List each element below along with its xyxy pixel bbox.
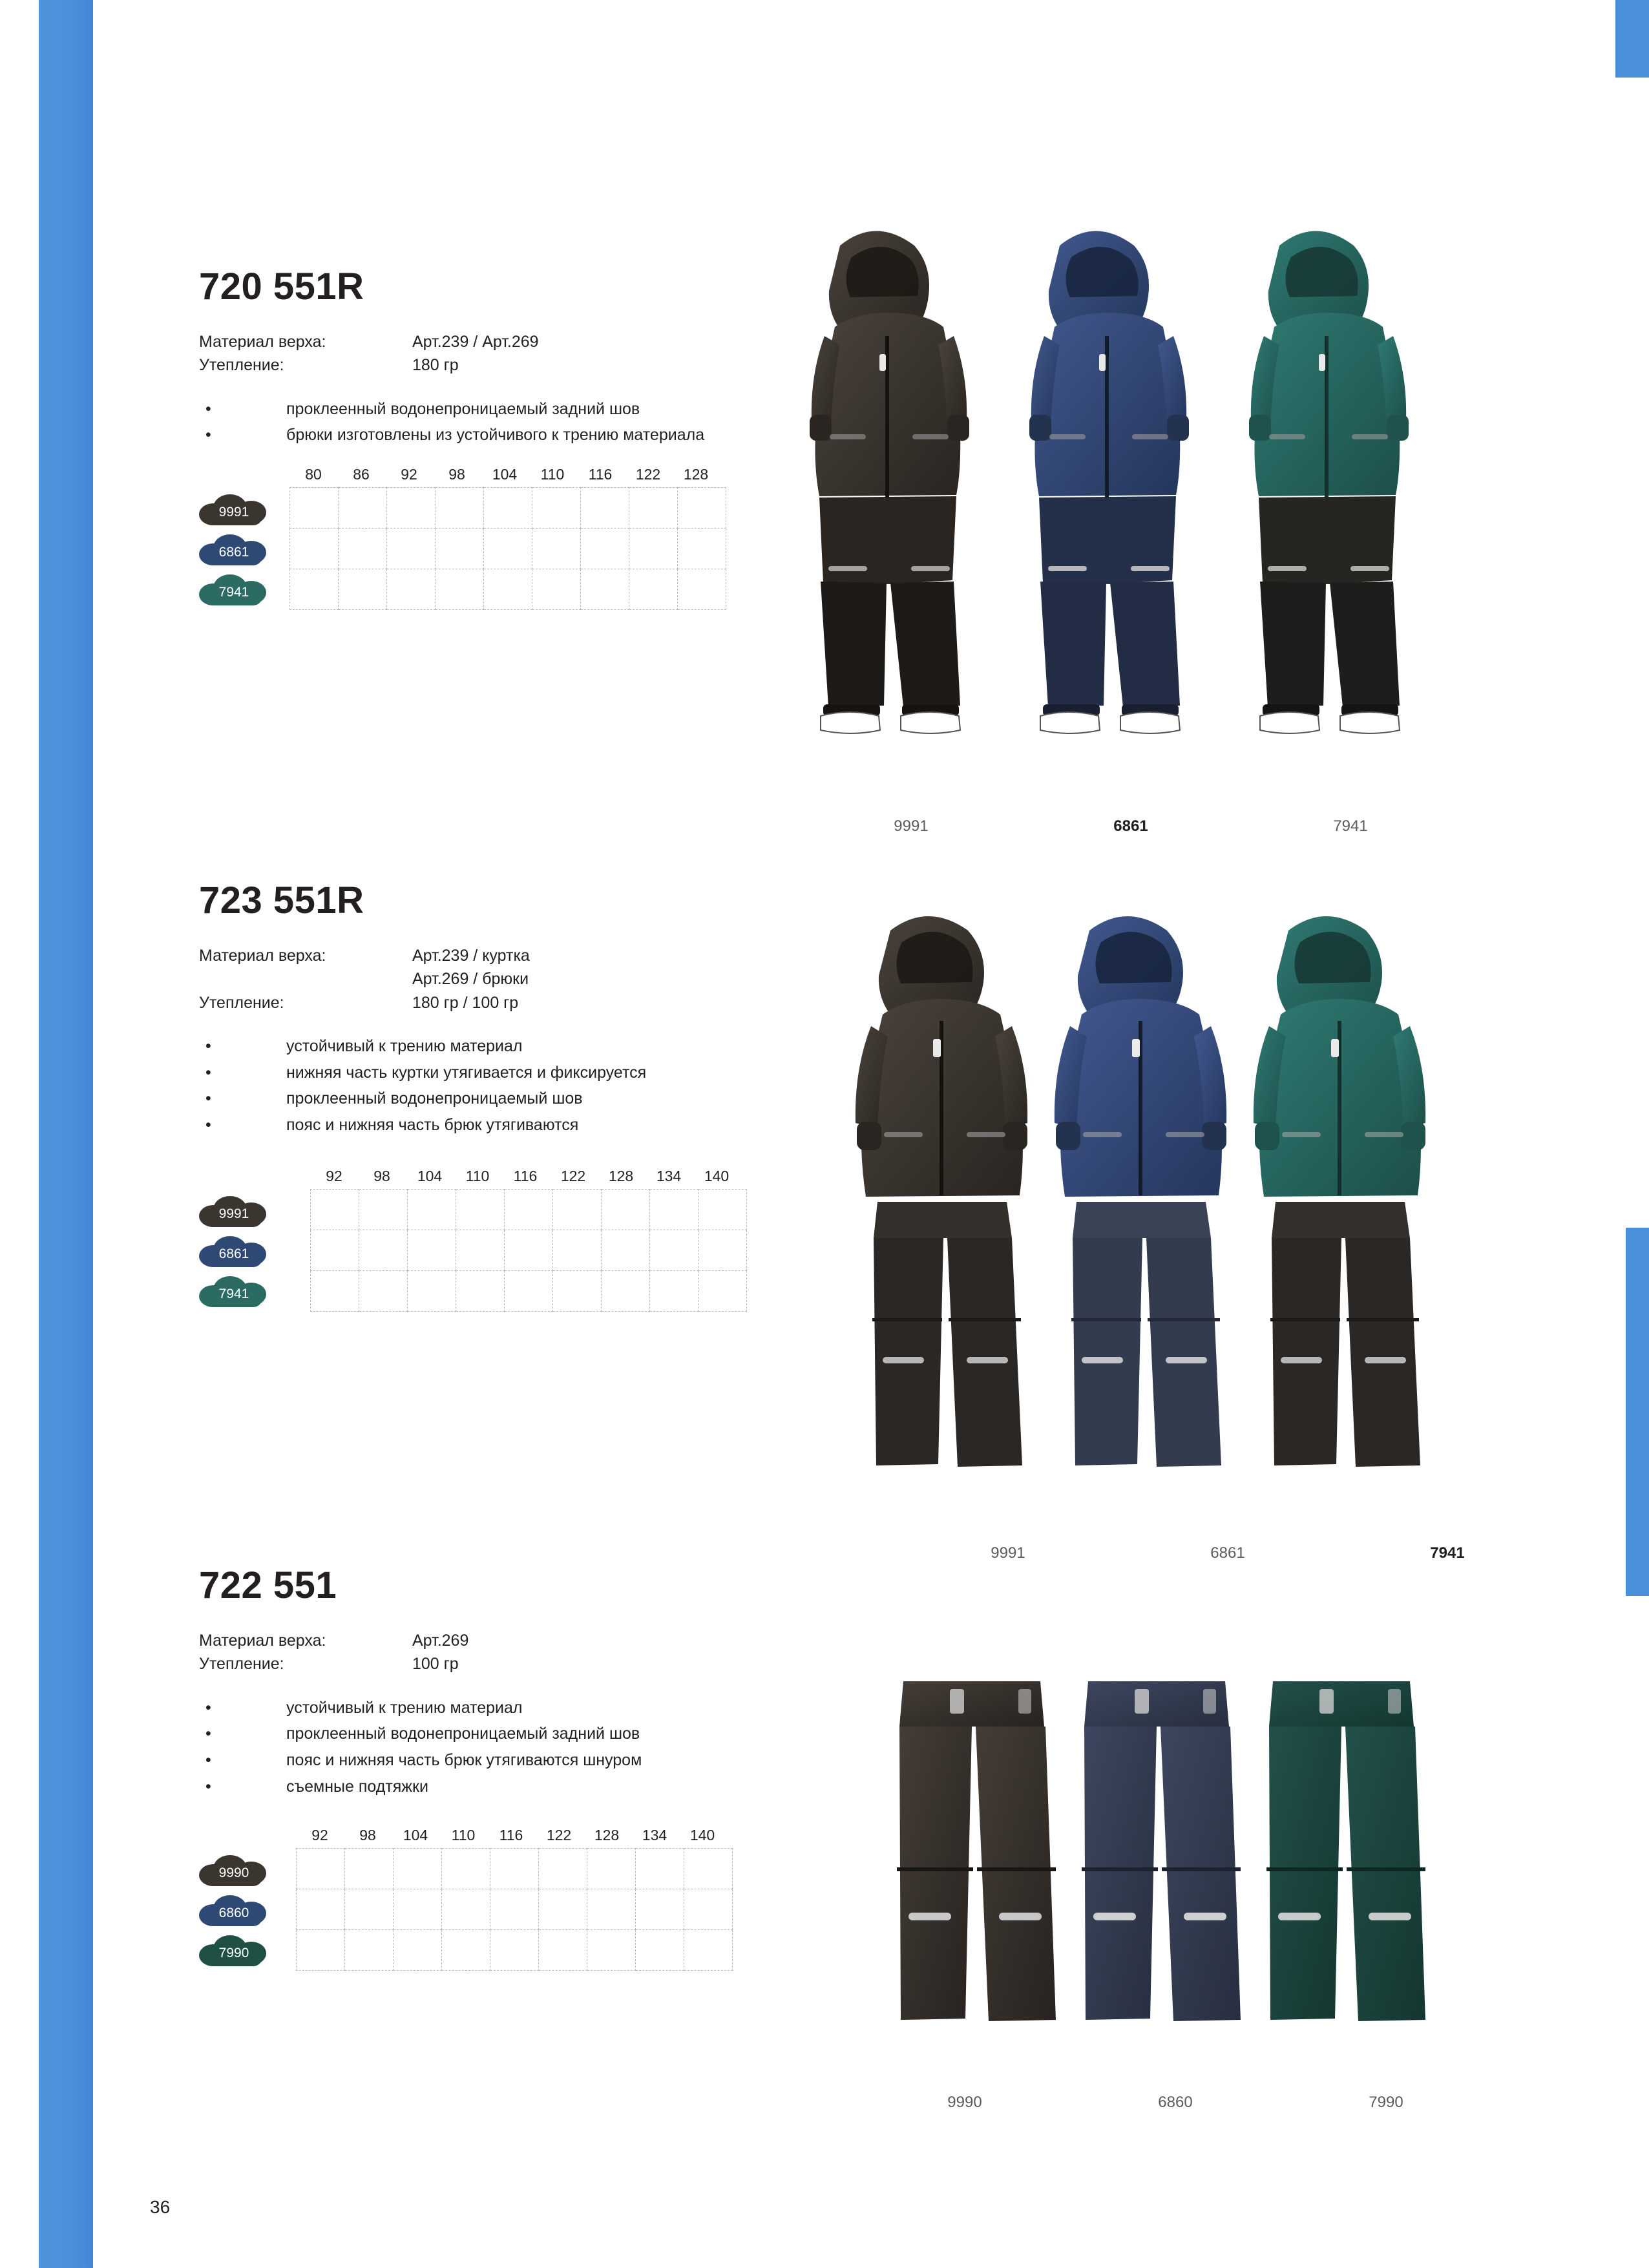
spec-label-empty xyxy=(199,967,412,991)
grid-cell[interactable] xyxy=(484,529,532,569)
color-swatch xyxy=(199,570,289,610)
figure-color-label: 9991 xyxy=(991,1544,1025,1562)
garment-set-9991 xyxy=(856,916,1027,1467)
size-header-cell: 98 xyxy=(359,1826,376,1843)
overall-suits-illustration xyxy=(801,207,1570,788)
feature-item xyxy=(199,397,768,422)
grid-cell[interactable] xyxy=(345,1929,394,1970)
color-code: 7941 xyxy=(218,1286,249,1301)
feature-text: проклеенный водонепроницаемый задний шов xyxy=(286,1725,640,1743)
product-block-722-551 xyxy=(199,1564,781,1971)
color-code: 7941 xyxy=(218,585,249,600)
product-image-722-551 xyxy=(892,1674,1544,2081)
grid-cell[interactable] xyxy=(532,569,581,610)
spec-value-material-2: Арт.269 / брюки xyxy=(412,970,529,989)
grid-cell[interactable] xyxy=(553,1270,602,1311)
size-header-cell: 122 xyxy=(560,1167,586,1184)
grid-cell[interactable] xyxy=(484,569,532,610)
cloud-swatch-icon xyxy=(199,1276,269,1307)
product-image-720-551R xyxy=(801,207,1570,788)
grid-cell[interactable] xyxy=(587,1929,636,1970)
grid-cell[interactable] xyxy=(359,1189,408,1230)
feature-item xyxy=(199,1721,781,1747)
spec-label-material: Материал верха: xyxy=(199,333,326,351)
grid-cell[interactable] xyxy=(345,1889,394,1929)
table-row xyxy=(297,1848,733,1889)
grid-cell[interactable] xyxy=(408,1270,456,1311)
size-header-cell: 128 xyxy=(594,1826,620,1843)
figure-color-label: 9991 xyxy=(894,817,929,835)
size-header-cell: 116 xyxy=(588,466,613,483)
grid-cell[interactable] xyxy=(539,1889,587,1929)
product-title: 723 551R xyxy=(199,879,364,921)
grid-cell[interactable] xyxy=(436,488,484,529)
feature-item xyxy=(199,1060,781,1086)
grid-cell[interactable] xyxy=(297,1889,345,1929)
figure-color-labels-723 xyxy=(898,1544,1557,1562)
grid-cell[interactable] xyxy=(636,1929,684,1970)
size-header-cell: 116 xyxy=(513,1167,538,1184)
feature-item xyxy=(199,1086,781,1111)
grid-cell[interactable] xyxy=(678,488,726,529)
figure-color-labels-722 xyxy=(859,2094,1525,2112)
grid-cell[interactable] xyxy=(387,488,436,529)
cloud-swatch-icon xyxy=(199,1935,269,1966)
color-swatch xyxy=(199,1232,310,1272)
garment-pants-9990 xyxy=(897,1681,1056,2021)
spec-row-insulation xyxy=(199,991,781,1014)
garment-overall-9991 xyxy=(810,231,969,734)
product-features xyxy=(199,1696,781,1800)
grid-cell[interactable] xyxy=(436,569,484,610)
color-swatch xyxy=(199,1192,310,1232)
grid-cell[interactable] xyxy=(532,529,581,569)
spec-row-material xyxy=(199,944,781,967)
size-header-cell: 140 xyxy=(704,1167,730,1184)
bullet-dot-icon: • xyxy=(205,1116,211,1134)
grid-cell[interactable] xyxy=(539,1848,587,1889)
size-header-cell: 122 xyxy=(546,1826,572,1843)
garment-pants-6860 xyxy=(1082,1681,1241,2021)
grid-cell[interactable] xyxy=(456,1230,505,1270)
garment-overall-6861 xyxy=(1029,231,1189,734)
feature-text: нижняя часть куртки утягивается и фиксируется xyxy=(286,1063,647,1082)
grid-cell[interactable] xyxy=(339,569,387,610)
size-header-cell: 134 xyxy=(656,1167,682,1184)
spec-label-insulation: Утепление: xyxy=(199,993,284,1012)
size-grid-wrap xyxy=(199,487,768,610)
size-header-cell: 116 xyxy=(499,1826,523,1843)
product-block-720-551R xyxy=(199,265,768,610)
grid-cell[interactable] xyxy=(456,1270,505,1311)
grid-cell[interactable] xyxy=(408,1230,456,1270)
grid-cell[interactable] xyxy=(442,1848,490,1889)
size-grid xyxy=(310,1189,747,1312)
figure-color-label: 6860 xyxy=(1158,2094,1193,2111)
color-swatch xyxy=(199,490,289,530)
bullet-dot-icon: • xyxy=(205,1698,211,1717)
garment-overall-7941 xyxy=(1249,231,1409,734)
grid-cell[interactable] xyxy=(387,529,436,569)
grid-cell[interactable] xyxy=(532,488,581,529)
size-header-cell: 134 xyxy=(642,1826,667,1843)
size-grid-wrap xyxy=(199,1189,781,1312)
grid-cell[interactable] xyxy=(311,1189,359,1230)
table-row xyxy=(311,1189,747,1230)
spec-row-material xyxy=(199,330,768,353)
size-grid-wrap xyxy=(199,1848,781,1971)
feature-text: пояс и нижняя часть брюк утягиваются шнуром xyxy=(286,1751,642,1769)
grid-cell[interactable] xyxy=(442,1889,490,1929)
size-header-cell: 80 xyxy=(305,466,322,483)
grid-cell[interactable] xyxy=(339,529,387,569)
grid-cell[interactable] xyxy=(290,529,339,569)
grid-cell[interactable] xyxy=(602,1189,650,1230)
grid-cell[interactable] xyxy=(490,1848,539,1889)
figure-color-label: 7941 xyxy=(1333,817,1368,835)
bullet-dot-icon: • xyxy=(205,426,211,445)
grid-cell[interactable] xyxy=(684,1929,733,1970)
grid-cell[interactable] xyxy=(490,1929,539,1970)
product-specs xyxy=(199,944,781,1014)
bullet-dot-icon: • xyxy=(205,1725,211,1743)
size-header-cell: 128 xyxy=(683,466,709,483)
size-header-row xyxy=(296,1827,781,1844)
color-code: 6860 xyxy=(218,1905,249,1920)
size-grid xyxy=(289,487,726,610)
grid-cell[interactable] xyxy=(581,529,629,569)
grid-cell[interactable] xyxy=(297,1929,345,1970)
spec-row-material-2 xyxy=(199,967,781,991)
size-chart xyxy=(199,466,768,610)
grid-cell[interactable] xyxy=(442,1929,490,1970)
cloud-swatch-icon xyxy=(199,574,269,605)
product-title: 720 551R xyxy=(199,266,364,308)
grid-cell[interactable] xyxy=(539,1929,587,1970)
spec-label-insulation: Утепление: xyxy=(199,356,284,375)
figure-color-label: 7941 xyxy=(1430,1544,1465,1562)
feature-text: проклеенный водонепроницаемый задний шов xyxy=(286,399,640,418)
grid-cell[interactable] xyxy=(698,1189,747,1230)
feature-text: брюки изготовлены из устойчивого к трению материала xyxy=(286,426,705,445)
table-row xyxy=(290,488,726,529)
bullet-dot-icon: • xyxy=(205,1036,211,1055)
size-header-cell: 122 xyxy=(635,466,661,483)
color-code: 9991 xyxy=(218,505,249,520)
spec-row-insulation xyxy=(199,1652,781,1675)
product-title: 722 551 xyxy=(199,1564,337,1606)
grid-cell[interactable] xyxy=(490,1889,539,1929)
spec-value-material: Арт.239 / Арт.269 xyxy=(412,333,539,351)
size-header-cell: 104 xyxy=(417,1167,443,1184)
grid-cell[interactable] xyxy=(587,1889,636,1929)
feature-item xyxy=(199,1034,781,1059)
table-row xyxy=(297,1889,733,1929)
bullet-dot-icon: • xyxy=(205,1063,211,1082)
figure-color-label: 9990 xyxy=(947,2094,982,2111)
spec-label-insulation: Утепление: xyxy=(199,1655,284,1674)
color-swatch xyxy=(199,1891,296,1931)
grid-cell[interactable] xyxy=(290,488,339,529)
spec-label-material: Материал верха: xyxy=(199,1632,326,1650)
size-header-cell: 92 xyxy=(326,1167,342,1184)
spec-row-material xyxy=(199,1629,781,1652)
table-row xyxy=(311,1270,747,1311)
spec-value-insulation: 180 гр xyxy=(412,356,459,375)
grid-cell[interactable] xyxy=(297,1848,345,1889)
grid-cell[interactable] xyxy=(553,1189,602,1230)
grid-cell[interactable] xyxy=(359,1270,408,1311)
bullet-dot-icon: • xyxy=(205,1777,211,1796)
size-chart xyxy=(199,1168,781,1312)
color-swatch-column xyxy=(199,1189,310,1312)
table-row xyxy=(290,569,726,610)
grid-cell[interactable] xyxy=(698,1270,747,1311)
color-swatch-column xyxy=(199,1848,296,1971)
grid-cell[interactable] xyxy=(345,1848,394,1889)
table-row xyxy=(311,1230,747,1270)
garment-pants-7990 xyxy=(1266,1681,1425,2021)
cloud-swatch-icon xyxy=(199,534,269,565)
grid-cell[interactable] xyxy=(629,569,678,610)
grid-cell[interactable] xyxy=(629,529,678,569)
color-swatch xyxy=(199,1931,296,1971)
spec-value-material: Арт.269 xyxy=(412,1632,469,1650)
color-code: 6861 xyxy=(218,545,249,560)
garment-set-7941 xyxy=(1254,916,1425,1467)
bullet-dot-icon: • xyxy=(205,399,211,418)
size-header-cell: 110 xyxy=(540,466,565,483)
size-header-cell: 110 xyxy=(465,1167,490,1184)
size-header-row xyxy=(310,1168,781,1185)
feature-item xyxy=(199,1696,781,1721)
grid-cell[interactable] xyxy=(650,1270,698,1311)
garment-set-6861 xyxy=(1055,916,1226,1467)
grid-cell[interactable] xyxy=(636,1848,684,1889)
color-swatch-column xyxy=(199,487,289,610)
grid-cell[interactable] xyxy=(636,1889,684,1929)
grid-cell[interactable] xyxy=(629,488,678,529)
figure-color-label: 7990 xyxy=(1369,2094,1403,2111)
grid-cell[interactable] xyxy=(587,1848,636,1889)
size-header-cell: 104 xyxy=(403,1826,428,1843)
bullet-dot-icon: • xyxy=(205,1751,211,1769)
size-header-cell: 86 xyxy=(353,466,370,483)
spec-label-material: Материал верха: xyxy=(199,947,326,965)
table-row xyxy=(297,1929,733,1970)
feature-text: съемные подтяжки xyxy=(286,1777,428,1796)
figure-color-label: 6861 xyxy=(1210,1544,1245,1562)
grid-cell[interactable] xyxy=(359,1230,408,1270)
grid-cell[interactable] xyxy=(394,1929,442,1970)
grid-cell[interactable] xyxy=(684,1848,733,1889)
grid-cell[interactable] xyxy=(581,569,629,610)
product-features xyxy=(199,397,768,448)
bullet-dot-icon: • xyxy=(205,1089,211,1108)
color-swatch xyxy=(199,1851,296,1891)
figure-color-labels-720 xyxy=(801,817,1460,835)
grid-cell[interactable] xyxy=(408,1189,456,1230)
grid-cell[interactable] xyxy=(581,488,629,529)
grid-cell[interactable] xyxy=(387,569,436,610)
color-code: 9991 xyxy=(218,1206,249,1221)
table-row xyxy=(290,529,726,569)
size-header-row xyxy=(289,466,768,483)
grid-cell[interactable] xyxy=(698,1230,747,1270)
cloud-swatch-icon xyxy=(199,1236,269,1267)
spec-row-insulation xyxy=(199,353,768,377)
product-image-723-551R xyxy=(853,905,1570,1525)
feature-item xyxy=(199,1774,781,1800)
spec-value-insulation: 100 гр xyxy=(412,1655,459,1674)
jacket-and-pants-illustration xyxy=(853,905,1570,1525)
cloud-swatch-icon xyxy=(199,1895,269,1926)
grid-cell[interactable] xyxy=(290,569,339,610)
color-swatch xyxy=(199,530,289,570)
grid-cell[interactable] xyxy=(678,529,726,569)
feature-text: устойчивый к трению материал xyxy=(286,1698,523,1717)
cloud-swatch-icon xyxy=(199,494,269,525)
grid-cell[interactable] xyxy=(339,488,387,529)
feature-text: проклеенный водонепроницаемый шов xyxy=(286,1089,583,1108)
size-header-cell: 92 xyxy=(401,466,417,483)
grid-cell[interactable] xyxy=(505,1270,553,1311)
grid-cell[interactable] xyxy=(456,1189,505,1230)
size-header-cell: 110 xyxy=(451,1826,476,1843)
size-grid xyxy=(296,1848,733,1971)
size-header-cell: 104 xyxy=(492,466,518,483)
spec-value-insulation: 180 гр / 100 гр xyxy=(412,993,519,1012)
product-specs xyxy=(199,1629,781,1676)
pants-illustration xyxy=(892,1674,1544,2081)
grid-cell[interactable] xyxy=(602,1230,650,1270)
cloud-swatch-icon xyxy=(199,1196,269,1227)
feature-text: пояс и нижняя часть брюк утягиваются xyxy=(286,1116,579,1134)
grid-cell[interactable] xyxy=(678,569,726,610)
feature-item xyxy=(199,1748,781,1773)
grid-cell[interactable] xyxy=(311,1230,359,1270)
feature-item xyxy=(199,1113,781,1138)
size-chart xyxy=(199,1827,781,1971)
grid-cell[interactable] xyxy=(394,1848,442,1889)
color-code: 9990 xyxy=(218,1865,249,1880)
size-header-cell: 92 xyxy=(311,1826,328,1843)
color-code: 7990 xyxy=(218,1945,249,1960)
size-header-cell: 128 xyxy=(608,1167,634,1184)
color-swatch xyxy=(199,1272,310,1312)
page-number: 36 xyxy=(150,2197,171,2217)
spec-value-material: Арт.239 / куртка xyxy=(412,947,530,965)
cloud-swatch-icon xyxy=(199,1855,269,1886)
grid-cell[interactable] xyxy=(650,1189,698,1230)
size-header-cell: 140 xyxy=(689,1826,715,1843)
product-specs xyxy=(199,330,768,377)
product-features xyxy=(199,1034,781,1138)
grid-cell[interactable] xyxy=(602,1270,650,1311)
color-code: 6861 xyxy=(218,1246,249,1261)
grid-cell[interactable] xyxy=(505,1189,553,1230)
size-header-cell: 98 xyxy=(373,1167,390,1184)
grid-cell[interactable] xyxy=(394,1889,442,1929)
product-block-723-551R xyxy=(199,879,781,1312)
grid-cell[interactable] xyxy=(650,1230,698,1270)
grid-cell[interactable] xyxy=(436,529,484,569)
feature-item xyxy=(199,423,768,448)
grid-cell[interactable] xyxy=(684,1889,733,1929)
grid-cell[interactable] xyxy=(553,1230,602,1270)
grid-cell[interactable] xyxy=(311,1270,359,1311)
grid-cell[interactable] xyxy=(505,1230,553,1270)
figure-color-label: 6861 xyxy=(1113,817,1148,835)
size-header-cell: 98 xyxy=(448,466,465,483)
grid-cell[interactable] xyxy=(484,488,532,529)
feature-text: устойчивый к трению материал xyxy=(286,1036,523,1055)
